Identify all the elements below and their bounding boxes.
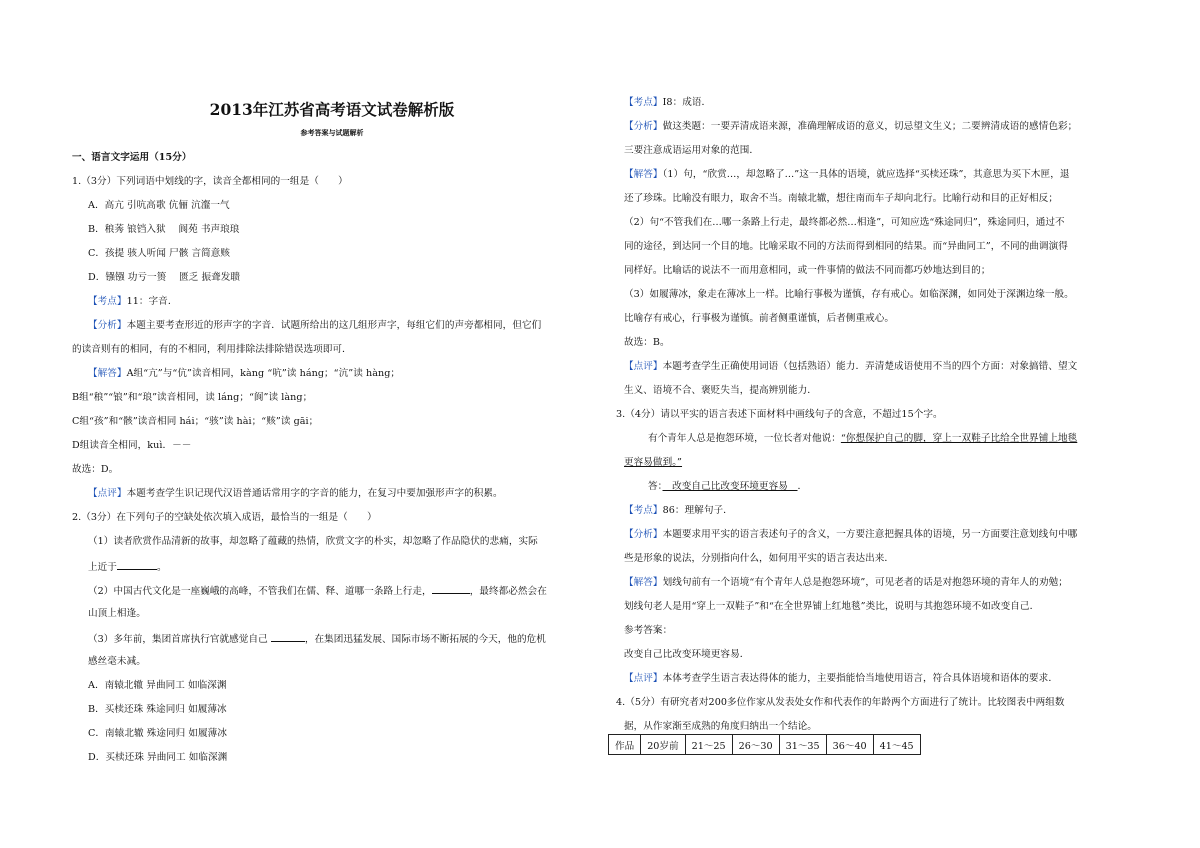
q2-jieda-line-6: （3）如履薄冰，象走在薄冰上一样。比喻行事极为谨慎，存有戒心。如临深渊，如同处于深渊边缘一般。 [624, 289, 1074, 300]
q3-jieda [624, 576, 1068, 590]
q2-s2-prefix: （2）中国古代文化是一座巍峨的高峰，不管我们在儒、释、道哪一条路上行走， [88, 586, 432, 597]
table-header-cell: 21～25 [685, 735, 732, 755]
q3-underlined-sentence: “你想保护自己的脚，穿上一双鞋子比给全世界铺上地毯 [840, 433, 1078, 444]
page-title: 2013年江苏省高考语文试卷解析版 [209, 100, 455, 119]
fill-blank-1[interactable] [117, 559, 157, 570]
fill-blank-3[interactable] [271, 631, 305, 642]
q2-jieda-line-7: 比喻存有戒心，行事极为谨慎。前者侧重谨慎，后者侧重戒心。 [624, 313, 895, 324]
q2-jieda-line-2: 还了珍珠。比喻没有眼力，取舍不当。南辕北辙，想往南而车子却向北行。比喻行动和目的正好相反； [624, 193, 1058, 204]
table-row [609, 735, 921, 755]
q2-s3-prefix: （3）多年前，集团首席执行官就感觉自己 [88, 634, 268, 645]
q1-jieda-line-2: B组“稂”“锒”和“琅”读音相同，读 láng；“阆”读 làng； [72, 392, 313, 403]
q2-sentence-2 [88, 583, 547, 599]
q1-option-d: D．镪镪 功亏一篑 匮乏 振聋发聩 [88, 272, 241, 283]
table-header-cell: 41～45 [873, 735, 920, 755]
q2-s1-suffix: 。 [156, 562, 167, 573]
q3-fenxi [624, 528, 1077, 542]
q1-fenxi-text-1: 本题主要考查形近的形声字的字音．试题所给出的这几组形声字，每组它们的声旁都相同，但它们 [126, 320, 542, 331]
q1-option-b: B．稂莠 锒铛入狱 阆苑 书声琅琅 [88, 224, 240, 235]
q2-s1-prefix: 上近于 [88, 562, 117, 573]
page-subtitle: 参考答案与试题解析 [300, 128, 364, 137]
table-header-cell: 20岁前 [641, 735, 685, 755]
q3-answer-label: 答： [648, 481, 663, 492]
q1-jieda [88, 367, 400, 381]
q4-stem-line-2: 据，从作家渐至成熟的角度归纳出一个结论。 [624, 721, 817, 732]
q2-s2-suffix: ，最终都必然会在 [469, 586, 547, 597]
q1-kaodian-text: 11：字音． [126, 296, 178, 307]
q3-material-intro: 有个青年人总是抱怨环境，一位长者对他说： [648, 433, 841, 444]
kaodian-tag: 【考点】 [88, 296, 127, 307]
dianping-tag: 【点评】 [88, 488, 127, 499]
q4-stem: 4.（5分）有研究者对200多位作家从发表处女作和代表作的年龄两个方面进行了统计。比较图表中两组数 [616, 697, 1065, 708]
q3-jieda-text-1: 划线句前有一个语境“有个青年人总是抱怨环境”，可见老者的话是对抱怨环境的青年人的劝勉； [662, 577, 1068, 588]
section-heading: 一、语言文字运用（15分） [72, 152, 192, 163]
q1-fenxi-line-2: 的读音则有的相同，有的不相同，利用排除法排除错误选项即可． [72, 344, 352, 355]
q1-stem: 1.（3分）下列词语中划线的字，读音全都相同的一组是（ ） [72, 176, 348, 187]
q2-sentence-1: （1）读者欣赏作品清新的故事，却忽略了蕴藏的热情，欣赏文字的朴实，却忽略了作品隐伏的悲痛，实际 [88, 536, 538, 547]
q2-option-b: B．买椟还珠 殊途同归 如履薄冰 [88, 704, 227, 715]
table-header-cell: 31～35 [779, 735, 826, 755]
q2-dianping-text-1: 本题考查学生正确使用词语（包括熟语）能力．弄清楚成语使用不当的四个方面：对象搞错、望文 [662, 361, 1078, 372]
q2-jieda [624, 168, 1070, 182]
q2-sentence-2-end: 山顶上相逢。 [88, 608, 146, 619]
q2-sentence-3 [88, 631, 546, 647]
q1-option-c: C．孩提 骇人听闻 尸骸 言简意赅 [88, 248, 231, 259]
q2-sentence-3-end: 感丝毫未减。 [88, 656, 146, 667]
q3-underlined-sentence-end: 更容易做到。” [624, 457, 683, 468]
q3-ref-answer: 改变自己比改变环境更容易． [624, 649, 750, 660]
table-header-cell: 36～40 [826, 735, 873, 755]
q3-answer-end: ． [797, 481, 808, 492]
q2-jieda-line-5: 同样好。比喻话的说法不一而用意相同，或一件事情的做法不同而都巧妙地达到目的； [624, 265, 991, 276]
q2-option-d: D．买椟还珠 异曲同工 如临深渊 [88, 752, 228, 763]
q2-jieda-line-3: （2）句“不管我们在…哪一条路上行走，最终都必然…相逢”，可知应选“殊途同归”，殊途同归，通过不 [624, 217, 1065, 228]
fenxi-tag: 【分析】 [88, 320, 127, 331]
q3-stem: 3.（4分）请以平实的语言表述下面材料中画线句子的含意，不超过15个字。 [616, 409, 943, 420]
q3-answer [648, 480, 807, 494]
q2-fenxi-text-1: 做这类题：一要弄清成语来源，准确理解成语的意义，切忌望文生义；二要辨清成语的感情色彩； [662, 121, 1078, 132]
q3-answer-text: 改变自己比改变环境更容易 [662, 481, 798, 492]
q3-material [648, 432, 1077, 446]
fill-blank-2[interactable] [432, 583, 470, 594]
kaodian-tag: 【考点】 [624, 505, 663, 516]
q1-answer: 故选：D。 [72, 464, 119, 475]
jieda-tag: 【解答】 [88, 368, 127, 379]
q2-kaodian-text: I8：成语． [662, 97, 712, 108]
q2-fenxi-line-2: 三要注意成语运用对象的范围． [624, 145, 760, 156]
age-stats-table [608, 734, 921, 755]
fenxi-tag: 【分析】 [624, 121, 663, 132]
dianping-tag: 【点评】 [624, 361, 663, 372]
q3-kaodian [624, 504, 733, 518]
q2-answer: 故选：B。 [624, 337, 670, 348]
q2-s3-suffix: ，在集团迅猛发展、国际市场不断拓展的今天，他的危机 [304, 634, 546, 645]
q3-dianping [624, 672, 1058, 686]
table-header-cell: 26～30 [732, 735, 779, 755]
fenxi-tag: 【分析】 [624, 529, 663, 540]
kaodian-tag: 【考点】 [624, 97, 663, 108]
q1-dianping-text: 本题考查学生识记现代汉语普通话常用字的字音的能力，在复习中要加强形声字的积累。 [126, 488, 503, 499]
q3-ref-label: 参考答案： [624, 625, 673, 636]
q2-dianping [624, 360, 1077, 374]
q1-dianping [88, 487, 503, 501]
q2-sentence-1-end [88, 559, 167, 575]
q2-kaodian [624, 96, 711, 110]
q1-jieda-text-1: A组“亢”与“伉”读音相同，kàng “吭”读 háng；“沆”读 hàng； [126, 368, 401, 379]
q2-fenxi [624, 120, 1077, 134]
q1-jieda-line-3: C组“孩”和“骸”读音相同 hái；“骇”读 hài；“赅”读 gāi； [72, 416, 319, 427]
q1-jieda-line-4: D组读音全相同，kuì．－－ [72, 440, 192, 451]
q3-fenxi-text-1: 本题要求用平实的语言表述句子的含义，一方要注意把握具体的语境，另一方面要注意划线句中哪 [662, 529, 1078, 540]
q1-kaodian [88, 295, 177, 309]
q2-dianping-line-2: 生义、语境不合、褒贬失当，提高辨别能力． [624, 385, 817, 396]
jieda-tag: 【解答】 [624, 169, 663, 180]
dianping-tag: 【点评】 [624, 673, 663, 684]
q3-jieda-line-2: 划线句老人是用“穿上一双鞋子”和“在全世界铺上红地毯”类比，说明与其抱怨环境不如改变自己． [624, 601, 1040, 612]
q1-option-a: A．高亢 引吭高歌 伉俪 沆瀣一气 [88, 200, 230, 211]
jieda-tag: 【解答】 [624, 577, 663, 588]
q2-option-c: C．南辕北辙 殊途同归 如履薄冰 [88, 728, 227, 739]
q3-kaodian-text: 86：理解句子． [662, 505, 733, 516]
q2-stem: 2.（3分）在下列句子的空缺处依次填入成语，最恰当的一组是（ ） [72, 512, 377, 523]
q1-fenxi [88, 319, 541, 333]
q2-option-a: A．南辕北辙 异曲同工 如临深渊 [88, 680, 227, 691]
q2-jieda-text-1: （1）句，“欣赏…，却忽略了…”这一具体的语境，就应选择“买椟还珠”，其意思为买下木匣，退 [662, 169, 1070, 180]
q3-dianping-text: 本体考查学生语言表达得体的能力，主要指能恰当地使用语言，符合具体语境和语体的要求． [662, 673, 1058, 684]
table-header-cell: 作品 [609, 735, 641, 755]
q2-jieda-line-4: 同的途径，到达同一个目的地。比喻采取不同的方法而得到相同的结果。而“异曲同工”，不同的曲调演得 [624, 241, 1068, 252]
q3-fenxi-line-2: 些是形象的说法，分别指向什么，如何用平实的语言表达出来． [624, 553, 895, 564]
